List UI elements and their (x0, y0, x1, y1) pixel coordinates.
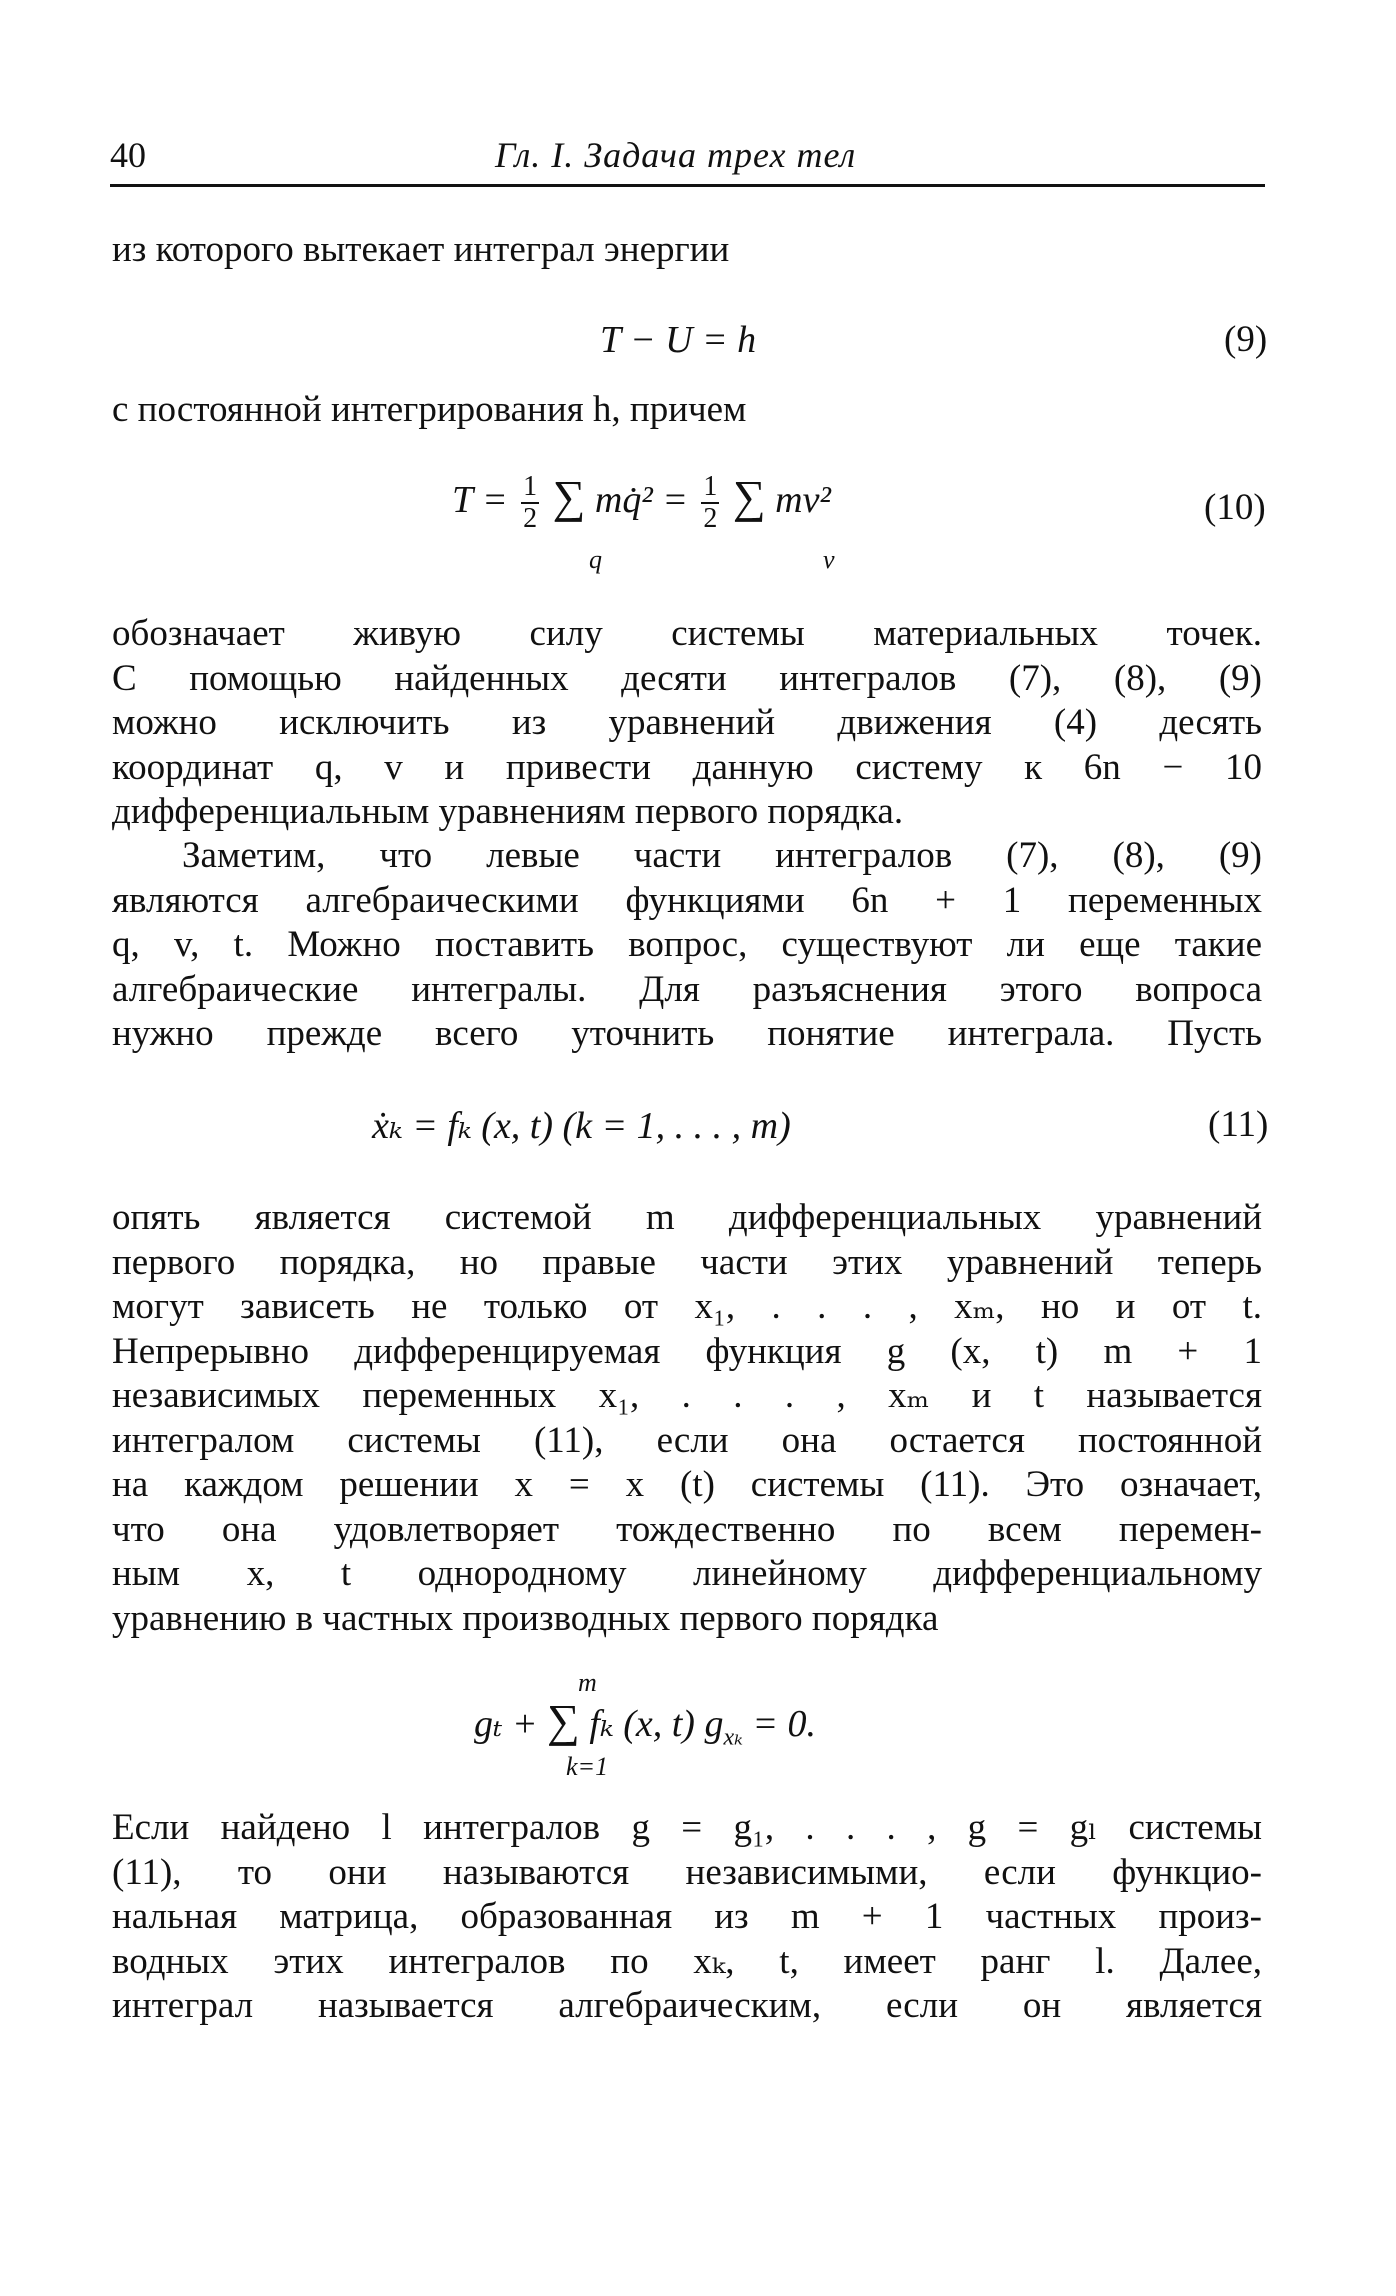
sum-index-q: q (589, 545, 602, 574)
text-line: являются алгебраическими функциями 6n + 1 переменных (112, 879, 1262, 921)
text-line: Заметим, что левые части интегралов (7), (8), (9) (182, 835, 1262, 876)
equation-9: T − U = h (600, 319, 757, 361)
equation-12 (474, 1694, 816, 1752)
text-line: интеграл называется алгебраическим, если он является (112, 1985, 1262, 2026)
text-line: уравнению в частных производных первого порядка (112, 1597, 939, 1639)
fraction-half (701, 472, 719, 534)
paragraph-1 (112, 228, 1262, 273)
text-line: (11), то они называются независимыми, если функцио- (112, 1851, 1262, 1893)
text-line: Если найдено l интегралов g = g₁, . . . , g = gₗ системы (112, 1807, 1262, 1848)
sum-lower-limit: k=1 (566, 1752, 609, 1781)
text-line: что она удовлетворяет тождественно по всем перемен- (112, 1508, 1262, 1550)
paragraph-2 (112, 388, 1262, 433)
equation-11: ẋₖ = fₖ (x, t) (k = 1, . . . , m) (372, 1105, 791, 1147)
paragraph-5 (112, 1196, 1262, 1641)
equation-number-10: (10) (1204, 487, 1266, 528)
eq12-rhs: fₖ (x, t) g (589, 1703, 724, 1745)
fraction-denominator: 2 (523, 503, 538, 535)
text-line: координат q, v и привести данную систему к 6n − 10 (112, 746, 1262, 788)
text-line: алгебраические интегралы. Для разъяснения этого вопроса (112, 968, 1262, 1010)
equation-number-11: (11) (1208, 1104, 1269, 1145)
sum-sign: ∑ (547, 1695, 580, 1746)
sum-index-v: v (823, 545, 835, 574)
text-line: q, v, t. Можно поставить вопрос, существуют ли еще такие (112, 924, 1262, 965)
text-line: Непрерывно дифференцируемая функция g (x, t) m + 1 (112, 1330, 1262, 1372)
text-line: ным x, t однородному линейному дифференциальному (112, 1553, 1262, 1594)
text-line: нужно прежде всего уточнить понятие интеграла. Пусть (112, 1013, 1262, 1054)
text-line: можно исключить из уравнений движения (4) десять (112, 702, 1262, 743)
eq10-term2: mv² (775, 479, 831, 521)
eq10-lhs: T = (452, 479, 508, 521)
text-line: из которого вытекает интеграл энергии (112, 229, 730, 270)
fraction-half (521, 472, 539, 534)
paragraph-6 (112, 1806, 1262, 2029)
text-line: на каждом решении x = x (t) системы (11). Это означает, (112, 1464, 1262, 1505)
equation-number-9: (9) (1224, 319, 1268, 360)
fraction-numerator: 1 (523, 471, 538, 503)
page-number: 40 (110, 135, 146, 175)
eq12-lhs: gₜ + (474, 1703, 538, 1745)
page-header (110, 134, 1265, 187)
sum-sign: ∑ (732, 471, 766, 522)
text-line: могут зависеть не только от x₁, . . . , xₘ, но и от t. (112, 1286, 1262, 1327)
paragraph-4 (112, 834, 1262, 1057)
text-line: первого порядка, но правые части этих уравнений теперь (112, 1241, 1262, 1283)
fraction-denominator: 2 (703, 503, 718, 535)
eq12-end: = 0. (752, 1703, 817, 1745)
sum-sign: ∑ (552, 471, 586, 522)
text-line: независимых переменных x₁, . . . , xₘ и t называется (112, 1375, 1262, 1416)
fraction-numerator: 1 (703, 471, 718, 503)
text-line: С помощью найденных десяти интегралов (7), (8), (9) (112, 657, 1262, 699)
sum-upper-limit: m (578, 1668, 597, 1697)
text-line: с постоянной интегрирования h, причем (112, 389, 747, 430)
eq12-subscript: xₖ (723, 1724, 743, 1751)
text-line: нальная матрица, образованная из m + 1 частных произ- (112, 1896, 1262, 1937)
equation-10 (452, 470, 831, 534)
text-line: опять является системой m дифференциальных уравнений (112, 1197, 1262, 1238)
text-line: обозначает живую силу системы материальных точек. (112, 613, 1262, 654)
eq10-term1: mq̇² = (594, 479, 688, 521)
text-line: дифференциальным уравнениям первого порядка. (112, 791, 904, 832)
paragraph-3 (112, 612, 1262, 835)
text-line: водных этих интегралов по xₖ, t, имеет ранг l. Далее, (112, 1940, 1262, 1982)
running-head: Гл. I. Задача трех тел (495, 135, 857, 175)
text-line: интегралом системы (11), если она остается постоянной (112, 1419, 1262, 1461)
